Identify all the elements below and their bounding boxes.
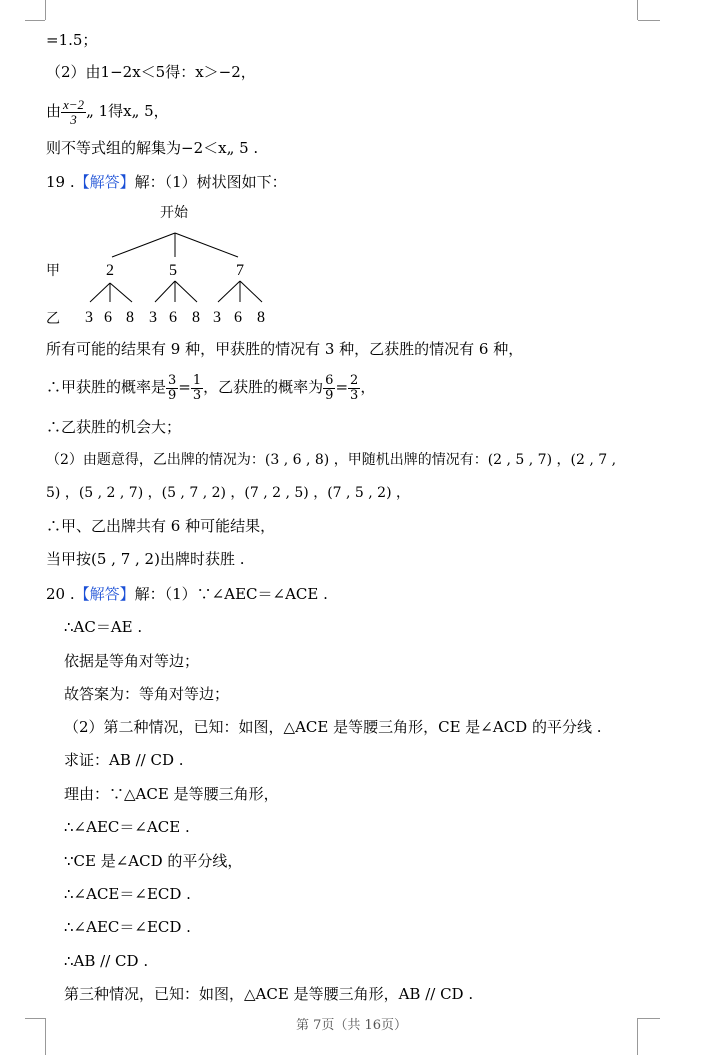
text-equals-2: = [335,378,349,396]
step-10: ∴∠AEC＝∠ECD . [64,918,191,936]
q20-heading [46,584,328,604]
step-6: 理由：∵△ACE 是等腰三角形， [64,785,279,803]
step-4: （2）第二种情况，已知：如图，△ACE 是等腰三角形，CE 是∠ACD 的平分线 . [64,718,602,736]
tree-row-jia-label: 甲 [46,263,60,279]
q19-heading [46,172,287,192]
step-5: 求证：AB // CD . [64,751,184,769]
step-11: ∴AB // CD . [64,952,149,970]
q20-intro: 解：（1）∵∠AEC＝∠ACE . [134,585,328,603]
text-equals: = [178,378,191,396]
line-probabilities [46,371,375,403]
line-outcomes: 所有可能的结果有 9 种，甲获胜的情况有 3 种，乙获胜的情况有 6 种， [46,340,524,358]
step-7: ∴∠AEC＝∠ACE . [64,818,190,836]
tree-leaf-3: 8 [126,309,134,326]
fraction-3-9: $\frac{3}{9}$ [168,372,177,403]
q19-intro: 解：（1）树状图如下： [134,173,287,191]
line-part2-cards: （2）由题意得，乙出牌的情况为：(3 , 6 , 8) ，甲随机出牌的情况有：(2 , 5 , 7) ，(2 , 7 , [46,452,617,468]
fraction-6-9: $\frac{6}{9}$ [325,372,334,403]
tree-leaf-9: 8 [257,309,265,326]
tree-leaf-1: 3 [85,309,93,326]
text-you: 由 [46,102,62,120]
crop-mark-top-right-h [638,20,660,21]
question-number-20: 20 . [46,585,75,603]
step-8: ∵CE 是∠ACD 的平分线， [64,852,243,870]
tree-leaf-5: 6 [169,309,177,326]
line-win-condition: 当甲按(5 , 7 , 2)出牌时获胜 . [46,550,245,568]
tree-leaf-2: 6 [104,309,112,326]
text-jia-prob: ∴甲获胜的概率是 [46,378,167,396]
fraction-x-minus-2-over-3: $\frac{x-2}{3}$ [63,96,85,127]
text-comma: ， [360,378,376,396]
line-part2-cards-cont: 5) ，(5 , 2 , 7) ，(5 , 7 , 2) ，(7 , 2 , 5) ，(7 , 5 , 2) ， [46,485,411,501]
answer-tag-20: 【解答】 [74,585,135,603]
fraction-2-3: $\frac{2}{3}$ [350,372,359,403]
line-result: =1.5； [46,31,98,49]
step-1: ∴AC＝AE . [64,618,143,636]
crop-mark-top-right-v [637,0,638,20]
tree-level1-node-3: 7 [236,262,244,279]
tree-leaf-8: 6 [234,309,242,326]
answer-tag: 【解答】 [74,173,135,191]
crop-mark-top-left-v [45,0,46,20]
text-inequality: „ 1得x„ 5， [86,102,169,120]
tree-leaf-6: 8 [192,309,200,326]
step-2: 依据是等角对等边； [64,652,200,670]
tree-leaf-7: 3 [213,309,221,326]
tree-level1-node-1: 2 [106,262,114,279]
tree-leaf-4: 3 [149,309,157,326]
line-six-results: ∴甲、乙出牌共有 6 种可能结果， [46,517,276,535]
fraction-1-3: $\frac{1}{3}$ [192,372,202,403]
step-9: ∴∠ACE＝∠ECD . [64,885,191,903]
step-3: 故答案为：等角对等边； [64,685,230,703]
line-solution-set: 则不等式组的解集为−2＜x„ 5 . [46,139,259,157]
page-footer: 第 7页（共 16页） [295,1018,408,1033]
text-yi-prob: ，乙获胜的概率为 [203,378,324,396]
tree-diagram [0,195,300,330]
crop-mark-top-left-h [25,20,45,21]
step-12: 第三种情况，已知：如图，△ACE 是等腰三角形，AB // CD . [64,985,474,1003]
tree-row-yi-label: 乙 [46,311,60,327]
tree-level1-node-2: 5 [169,262,177,279]
question-number: 19 . [46,173,75,191]
tree-root: 开始 [160,205,188,221]
line-part2-second [46,96,169,127]
line-conclusion: ∴乙获胜的机会大； [46,418,182,436]
line-part2-first: （2）由1−2x＜5得：x＞−2， [46,63,256,81]
